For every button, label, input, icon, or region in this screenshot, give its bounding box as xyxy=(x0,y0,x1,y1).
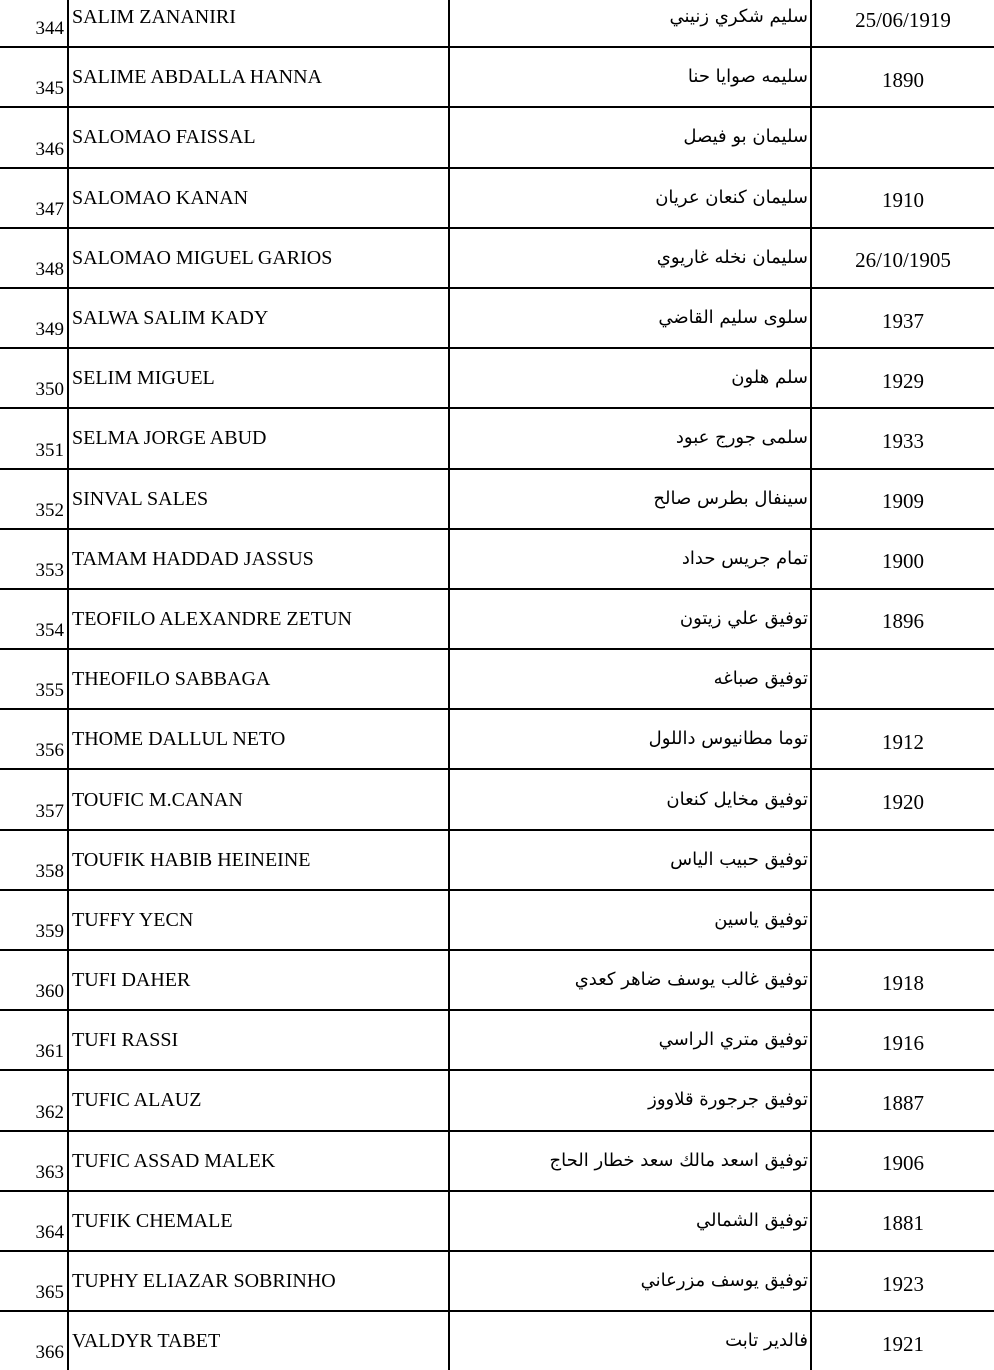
latin-name: VALDYR TABET xyxy=(68,1311,449,1370)
arabic-name: توفيق مخايل كنعان xyxy=(449,769,811,829)
row-number: 358 xyxy=(0,830,68,890)
birth-date: 1906 xyxy=(811,1131,994,1191)
table-row xyxy=(0,469,994,529)
latin-name: SELIM MIGUEL xyxy=(68,348,449,408)
birth-date: 1887 xyxy=(811,1070,994,1130)
latin-name: TUFI RASSI xyxy=(68,1010,449,1070)
arabic-name: توما مطانيوس داللول xyxy=(449,709,811,769)
table-row xyxy=(0,709,994,769)
table-row xyxy=(0,1251,994,1311)
latin-name: TUFIC ASSAD MALEK xyxy=(68,1131,449,1191)
arabic-name: سليمان بو فيصل xyxy=(449,107,811,167)
latin-name: TUFFY YECN xyxy=(68,890,449,950)
table-row xyxy=(0,0,994,47)
table-row xyxy=(0,769,994,829)
row-number: 364 xyxy=(0,1191,68,1251)
birth-date: 1910 xyxy=(811,168,994,228)
row-number: 347 xyxy=(0,168,68,228)
latin-name: SALIME ABDALLA HANNA xyxy=(68,47,449,107)
row-number: 352 xyxy=(0,469,68,529)
latin-name: TUPHY ELIAZAR SOBRINHO xyxy=(68,1251,449,1311)
birth-date: 26/10/1905 xyxy=(811,228,994,288)
birth-date: 1890 xyxy=(811,47,994,107)
table-row xyxy=(0,348,994,408)
row-number: 362 xyxy=(0,1070,68,1130)
row-number: 349 xyxy=(0,288,68,348)
latin-name: SALWA SALIM KADY xyxy=(68,288,449,348)
latin-name: THEOFILO SABBAGA xyxy=(68,649,449,709)
table-row xyxy=(0,228,994,288)
arabic-name: فالدير تابت xyxy=(449,1311,811,1370)
birth-date xyxy=(811,107,994,167)
arabic-name: سليمان كنعان عريان xyxy=(449,168,811,228)
row-number: 357 xyxy=(0,769,68,829)
arabic-name: سليمان نخله غاريوي xyxy=(449,228,811,288)
birth-date: 1896 xyxy=(811,589,994,649)
latin-name: SINVAL SALES xyxy=(68,469,449,529)
table-row xyxy=(0,107,994,167)
latin-name: SELMA JORGE ABUD xyxy=(68,408,449,468)
latin-name: THOME DALLUL NETO xyxy=(68,709,449,769)
birth-date: 1933 xyxy=(811,408,994,468)
table-row xyxy=(0,288,994,348)
row-number: 348 xyxy=(0,228,68,288)
latin-name: TOUFIC M.CANAN xyxy=(68,769,449,829)
arabic-name: توفيق متري الراسي xyxy=(449,1010,811,1070)
arabic-name: سينفال بطرس صالح xyxy=(449,469,811,529)
table-row xyxy=(0,649,994,709)
birth-date: 1900 xyxy=(811,529,994,589)
row-number: 363 xyxy=(0,1131,68,1191)
row-number: 366 xyxy=(0,1311,68,1370)
row-number: 344 xyxy=(0,0,68,47)
row-number: 354 xyxy=(0,589,68,649)
latin-name: SALOMAO FAISSAL xyxy=(68,107,449,167)
table-row xyxy=(0,830,994,890)
arabic-name: توفيق ياسين xyxy=(449,890,811,950)
latin-name: TUFIK CHEMALE xyxy=(68,1191,449,1251)
table-row xyxy=(0,1311,994,1370)
birth-date: 1920 xyxy=(811,769,994,829)
arabic-name: سلوى سليم القاضي xyxy=(449,288,811,348)
latin-name: SALIM ZANANIRI xyxy=(68,0,449,47)
birth-date: 1916 xyxy=(811,1010,994,1070)
row-number: 345 xyxy=(0,47,68,107)
arabic-name: توفيق جرجورة قلاووز xyxy=(449,1070,811,1130)
table-row xyxy=(0,529,994,589)
row-number: 361 xyxy=(0,1010,68,1070)
row-number: 356 xyxy=(0,709,68,769)
latin-name: SALOMAO KANAN xyxy=(68,168,449,228)
table-row xyxy=(0,408,994,468)
latin-name: TEOFILO ALEXANDRE ZETUN xyxy=(68,589,449,649)
arabic-name: توفيق حبيب الياس xyxy=(449,830,811,890)
row-number: 355 xyxy=(0,649,68,709)
row-number: 359 xyxy=(0,890,68,950)
birth-date xyxy=(811,890,994,950)
birth-date: 1937 xyxy=(811,288,994,348)
row-number: 350 xyxy=(0,348,68,408)
latin-name: SALOMAO MIGUEL GARIOS xyxy=(68,228,449,288)
arabic-name: سليم شكري زنيني xyxy=(449,0,811,47)
birth-date: 1881 xyxy=(811,1191,994,1251)
table-row xyxy=(0,950,994,1010)
row-number: 353 xyxy=(0,529,68,589)
arabic-name: تمام جريس حداد xyxy=(449,529,811,589)
arabic-name: توفيق يوسف مزرعاني xyxy=(449,1251,811,1311)
table-row xyxy=(0,168,994,228)
arabic-name: سلم هلون xyxy=(449,348,811,408)
table-row xyxy=(0,1010,994,1070)
row-number: 346 xyxy=(0,107,68,167)
birth-date: 1918 xyxy=(811,950,994,1010)
row-number: 365 xyxy=(0,1251,68,1311)
arabic-name: توفيق صباغه xyxy=(449,649,811,709)
table-row xyxy=(0,1070,994,1130)
latin-name: TAMAM HADDAD JASSUS xyxy=(68,529,449,589)
latin-name: TUFI DAHER xyxy=(68,950,449,1010)
birth-date: 1929 xyxy=(811,348,994,408)
birth-date xyxy=(811,649,994,709)
latin-name: TUFIC ALAUZ xyxy=(68,1070,449,1130)
birth-date xyxy=(811,830,994,890)
latin-name: TOUFIK HABIB HEINEINE xyxy=(68,830,449,890)
arabic-name: سلمى جورج عبود xyxy=(449,408,811,468)
table-row xyxy=(0,47,994,107)
arabic-name: توفيق علي زيتون xyxy=(449,589,811,649)
table-row xyxy=(0,890,994,950)
table-row xyxy=(0,1131,994,1191)
birth-date: 1921 xyxy=(811,1311,994,1370)
birth-date: 25/06/1919 xyxy=(811,0,994,47)
table-row xyxy=(0,589,994,649)
arabic-name: توفيق غالب يوسف ضاهر كعدي xyxy=(449,950,811,1010)
arabic-name: توفيق الشمالي xyxy=(449,1191,811,1251)
row-number: 360 xyxy=(0,950,68,1010)
arabic-name: سليمه صوايا حنا xyxy=(449,47,811,107)
row-number: 351 xyxy=(0,408,68,468)
arabic-name: توفيق اسعد مالك سعد خطار الحاج xyxy=(449,1131,811,1191)
birth-date: 1909 xyxy=(811,469,994,529)
birth-date: 1912 xyxy=(811,709,994,769)
birth-date: 1923 xyxy=(811,1251,994,1311)
